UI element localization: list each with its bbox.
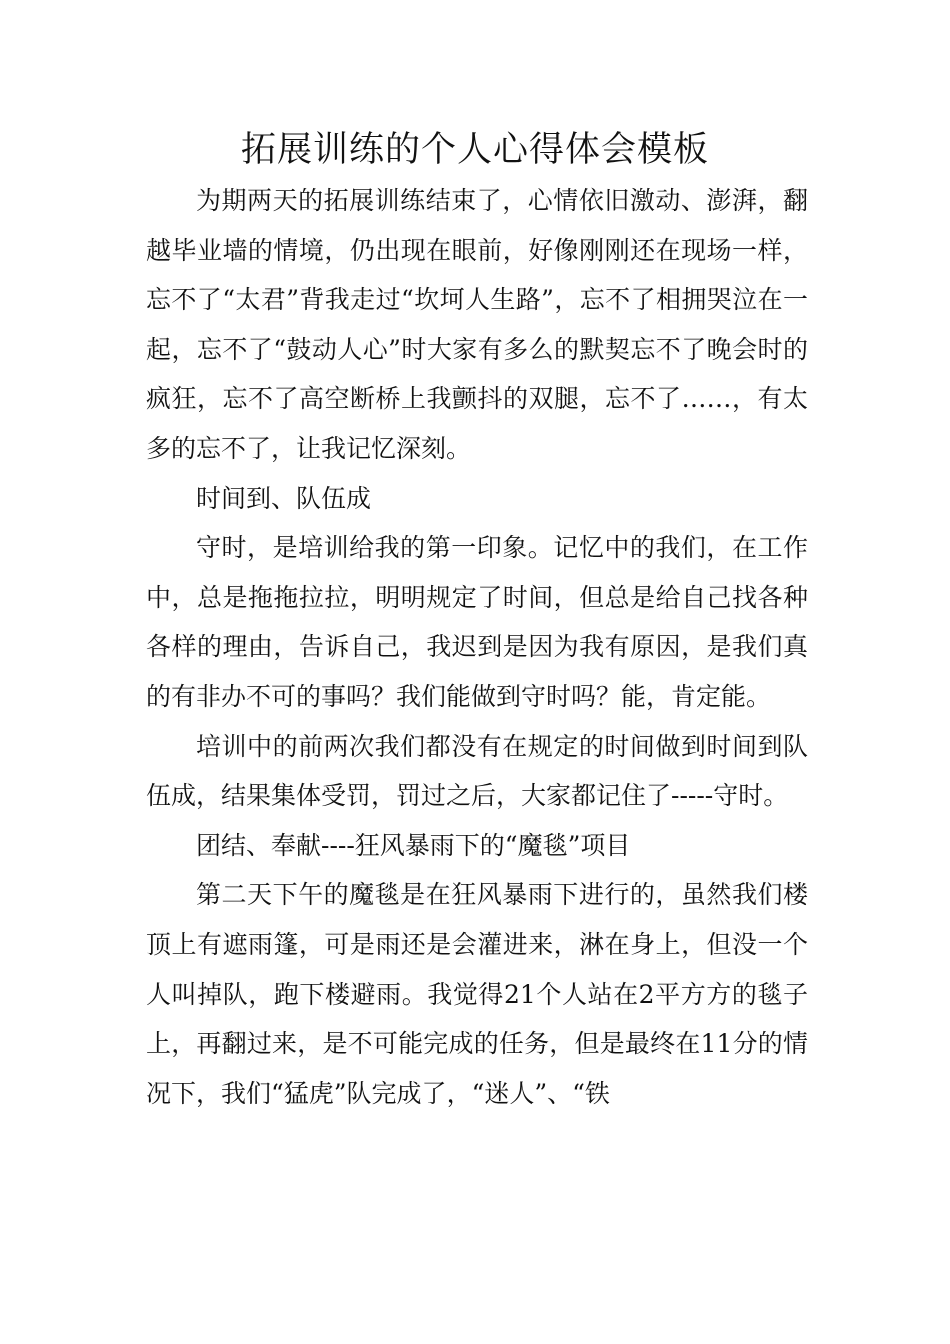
section-heading-teamwork: 团结、奉献----狂风暴雨下的“魔毯”项目 <box>196 830 631 860</box>
document-body <box>146 176 808 1118</box>
paragraph-magic-carpet: 第二天下午的魔毯是在狂风暴雨下进行的，虽然我们楼顶上有遮雨篷，可是雨还是会灌进来，淋在身上，但没一个人叫掉队，跑下楼避雨。我觉得21个人站在2平方方的毯子上，再翻过来，是不可能完成的任务，但是最终在11分的情况下，我们“猛虎”队完成了，“迷人”、“铁 <box>146 880 808 1108</box>
paragraph-intro: 为期两天的拓展训练结束了，心情依旧激动、澎湃，翻越毕业墙的情境，仍出现在眼前，好像刚刚还在现场一样，忘不了“太君”背我走过“坎坷人生路”，忘不了相拥哭泣在一起，忘不了“鼓动人心”时大家有多么的默契忘不了晚会时的疯狂，忘不了高空断桥上我颤抖的双腿，忘不了……，有太多的忘不了，让我记忆深刻。 <box>146 186 808 463</box>
paragraph-penalty: 培训中的前两次我们都没有在规定的时间做到时间到队伍成，结果集体受罚，罚过之后，大家都记住了-----守时。 <box>146 731 808 811</box>
document-title: 拓展训练的个人心得体会模板 <box>240 130 709 170</box>
section-heading-punctuality: 时间到、队伍成 <box>196 483 372 513</box>
paragraph-punctuality: 守时，是培训给我的第一印象。记忆中的我们，在工作中，总是拖拖拉拉，明明规定了时间，但总是给自己找各种各样的理由，告诉自己，我迟到是因为我有原因，是我们真的有非办不可的事吗？我们能做到守时吗？能，肯定能。 <box>146 533 808 711</box>
